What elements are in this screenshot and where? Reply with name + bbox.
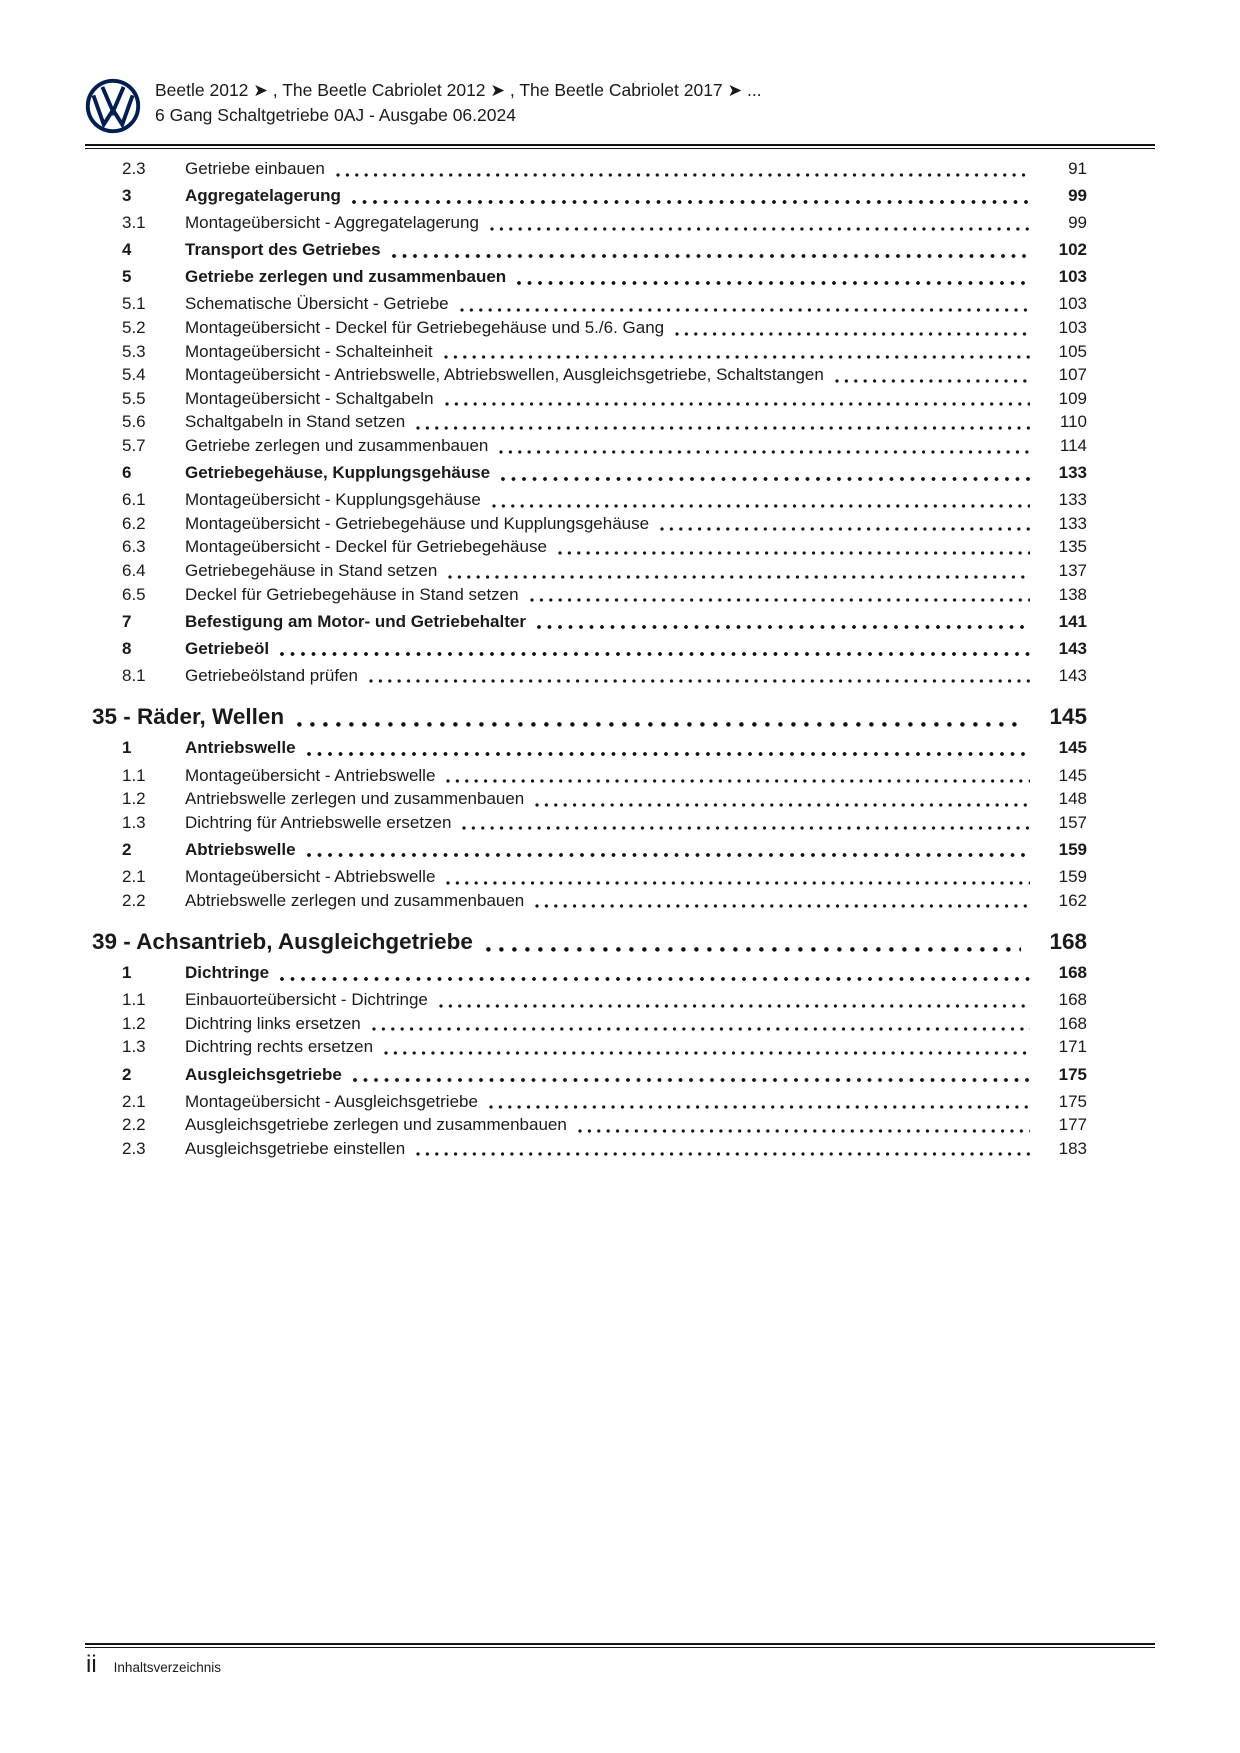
header-title-line2: 6 Gang Schaltgetriebe 0AJ - Ausgabe 06.2024 [155, 105, 516, 125]
dot-leader [280, 652, 1030, 656]
toc-entry-title: Montageübersicht - Kupplungsgehäuse [185, 490, 481, 510]
page-footer [86, 1650, 221, 1680]
header-text [155, 76, 762, 128]
dot-leader [835, 379, 1030, 383]
dot-leader [535, 803, 1030, 807]
toc-entry-title: Montageübersicht - Schalteinheit [185, 341, 433, 361]
toc-entry-title: Montageübersicht - Ausgleichsgetriebe [185, 1091, 478, 1111]
toc-entry[interactable] [85, 363, 1155, 387]
toc-entry[interactable] [85, 265, 1155, 289]
toc-entry-number: 5 [122, 267, 132, 287]
toc-entry-number: 8.1 [122, 665, 146, 685]
toc-entry-number: 3 [122, 186, 132, 206]
toc-entry-number: 8 [122, 638, 132, 658]
dot-leader [499, 450, 1030, 454]
toc-entry-number: 5.2 [122, 318, 146, 338]
dot-leader [439, 1004, 1030, 1008]
dot-leader [384, 1051, 1030, 1055]
toc-entry-number: 5.7 [122, 436, 146, 456]
toc-entry-page: 133 [1058, 463, 1087, 483]
toc-entry-title: Getriebegehäuse in Stand setzen [185, 561, 438, 580]
toc-entry-page: 103 [1058, 294, 1087, 314]
toc-entry-title: Getriebe zerlegen und zusammenbauen [185, 436, 489, 456]
toc-entry-title: Dichtringe [185, 963, 270, 983]
toc-entry-page: 102 [1058, 240, 1087, 260]
toc-entry[interactable] [85, 387, 1155, 411]
toc-entry-page: 159 [1058, 866, 1087, 886]
toc-entry-title: Getriebeöl [185, 638, 270, 658]
toc-entry-number: 2.3 [122, 1138, 146, 1158]
toc-entry-title: Getriebe einbauen [185, 159, 325, 178]
toc-entry-title: Schaltgabeln in Stand setzen [185, 412, 406, 432]
toc-entry-title: Antriebswelle zerlegen und zusammenbauen [185, 789, 525, 809]
dot-leader [372, 1027, 1030, 1031]
dot-leader [445, 402, 1030, 406]
toc-entry-title: Dichtring rechts ersetzen [185, 1037, 374, 1057]
toc-entry-number: 2.1 [122, 1091, 146, 1111]
toc-entry-title: Getriebeölstand prüfen [185, 665, 358, 685]
toc-entry-title: Antriebswelle [185, 738, 296, 758]
toc [85, 157, 1155, 1160]
toc-entry[interactable] [85, 1012, 1155, 1036]
toc-entry[interactable] [85, 1113, 1155, 1137]
toc-entry[interactable] [85, 211, 1155, 235]
footer-page-number: ii [86, 1651, 97, 1678]
toc-entry[interactable] [85, 637, 1155, 661]
toc-entry-page: 135 [1058, 537, 1087, 557]
toc-entry[interactable] [85, 238, 1155, 262]
toc-entry-number: 5.5 [122, 388, 146, 408]
toc-entry[interactable] [85, 1035, 1155, 1059]
toc-entry-title: Einbauorteübersicht - Dichtringe [185, 990, 428, 1010]
dot-leader [446, 779, 1030, 783]
dot-leader [578, 1129, 1030, 1133]
dot-leader [446, 881, 1030, 885]
dot-leader [448, 575, 1030, 579]
toc-entry[interactable] [85, 340, 1155, 364]
toc-entry[interactable] [85, 764, 1155, 788]
toc-entry-page: 183 [1058, 1138, 1087, 1158]
toc-entry-page: 133 [1058, 513, 1087, 533]
toc-entry[interactable] [85, 512, 1155, 536]
dot-leader [486, 947, 1021, 952]
toc-entry-page: 99 [1068, 213, 1087, 233]
toc-entry-page: 145 [1058, 765, 1087, 785]
dot-leader [675, 332, 1030, 336]
toc-entry-number: 1.1 [122, 765, 146, 785]
toc-chapter-label: 39 - Achsantrieb, Ausgleichgetriebe [92, 929, 473, 955]
toc-entry-page: 143 [1058, 665, 1087, 685]
toc-entry-number: 2.3 [122, 159, 146, 178]
toc-entry-title: Ausgleichsgetriebe einstellen [185, 1138, 406, 1158]
toc-entry-title: Befestigung am Motor- und Getriebehalter [185, 611, 526, 631]
dot-leader [490, 227, 1030, 231]
toc-entry-page: 168 [1058, 1013, 1087, 1033]
toc-entry-number: 6.2 [122, 513, 146, 533]
toc-chapter[interactable] [85, 927, 1155, 957]
dot-leader [537, 625, 1030, 629]
dot-leader [392, 254, 1030, 258]
dot-leader [501, 477, 1030, 481]
toc-entry-number: 2 [122, 839, 132, 859]
toc-entry-number: 6.1 [122, 490, 146, 510]
toc-entry-number: 6.5 [122, 584, 146, 604]
toc-entry-number: 3.1 [122, 213, 146, 233]
toc-entry[interactable] [85, 1090, 1155, 1114]
dot-leader [307, 752, 1030, 756]
toc-entry-title: Montageübersicht - Antriebswelle [185, 765, 436, 785]
dot-leader [416, 1152, 1030, 1156]
toc-entry[interactable] [85, 1063, 1155, 1087]
toc-entry[interactable] [85, 988, 1155, 1012]
toc-entry-page: 133 [1058, 490, 1087, 510]
toc-entry-page: 114 [1059, 436, 1087, 456]
toc-chapter-page: 145 [1049, 704, 1087, 730]
toc-entry-page: 159 [1058, 839, 1087, 859]
toc-entry-page: 177 [1058, 1115, 1087, 1135]
header-title-line1: Beetle 2012 ➤ , The Beetle Cabriolet 2012 ➤ , The Beetle Cabriolet 2017 ➤ ... [155, 80, 762, 100]
toc-entry[interactable] [85, 488, 1155, 512]
dot-leader [460, 308, 1030, 312]
toc-entry-number: 6 [122, 463, 132, 483]
header-divider [85, 144, 1155, 149]
toc-entry-page: 168 [1058, 963, 1087, 983]
toc-entry-number: 1.2 [122, 789, 146, 809]
toc-entry-page: 171 [1058, 1037, 1087, 1057]
toc-entry-title: Getriebe zerlegen und zusammenbauen [185, 267, 507, 287]
toc-entry[interactable] [85, 811, 1155, 835]
toc-chapter-label: 35 - Räder, Wellen [92, 704, 285, 730]
toc-entry-page: 110 [1059, 412, 1087, 432]
toc-entry[interactable] [85, 865, 1155, 889]
toc-entry-page: 148 [1058, 789, 1087, 809]
page-header [85, 76, 1155, 134]
toc-entry-title: Montageübersicht - Schaltgabeln [185, 388, 434, 408]
toc-entry-page: 109 [1058, 388, 1087, 408]
dot-leader [489, 1105, 1030, 1109]
toc-entry-page: 145 [1058, 738, 1087, 758]
toc-entry-page: 107 [1058, 365, 1087, 385]
toc-entry-title: Transport des Getriebes [185, 240, 381, 260]
toc-entry-number: 1.3 [122, 812, 146, 832]
toc-entry-title: Ausgleichsgetriebe [185, 1064, 342, 1084]
toc-entry-page: 175 [1058, 1064, 1087, 1084]
toc-entry[interactable] [85, 787, 1155, 811]
dot-leader [444, 355, 1030, 359]
toc-entry-page: 168 [1058, 990, 1087, 1010]
toc-entry-title: Dichtring links ersetzen [185, 1013, 361, 1033]
toc-entry-title: Aggregatelagerung [185, 186, 341, 206]
toc-entry-page: 103 [1058, 318, 1087, 338]
toc-entry-page: 105 [1058, 341, 1087, 361]
toc-entry-title: Ausgleichsgetriebe zerlegen und zusammenbauen [185, 1115, 567, 1135]
toc-entry-number: 2.1 [122, 866, 146, 886]
dot-leader [336, 173, 1030, 177]
dot-leader [352, 200, 1030, 204]
toc-entry[interactable] [85, 583, 1155, 607]
toc-entry-number: 1.1 [122, 990, 146, 1010]
toc-entry-number: 5.6 [122, 412, 146, 432]
dot-leader [462, 826, 1030, 830]
toc-entry-number: 4 [122, 240, 132, 260]
toc-entry-number: 2.2 [122, 890, 146, 910]
toc-entry[interactable] [85, 736, 1155, 760]
toc-entry-number: 6.4 [122, 561, 146, 580]
dot-leader [660, 527, 1030, 531]
toc-entry-number: 1 [122, 738, 132, 758]
toc-entry[interactable] [85, 292, 1155, 316]
toc-entry-title: Getriebegehäuse, Kupplungsgehäuse [185, 463, 491, 483]
dot-leader [353, 1078, 1030, 1082]
footer-divider [85, 1643, 1155, 1648]
toc-entry-page: 157 [1058, 812, 1087, 832]
dot-leader [492, 504, 1030, 508]
toc-entry[interactable] [85, 889, 1155, 913]
toc-entry[interactable] [85, 838, 1155, 862]
dot-leader [530, 598, 1030, 602]
toc-entry[interactable] [85, 157, 1155, 181]
footer-section-label: Inhaltsverzeichnis [113, 1660, 221, 1675]
toc-entry-title: Deckel für Getriebegehäuse in Stand setzen [185, 584, 519, 604]
toc-entry[interactable] [85, 664, 1155, 688]
toc-entry-number: 1.3 [122, 1037, 146, 1057]
toc-entry-number: 7 [122, 611, 132, 631]
toc-entry-title: Abtriebswelle [185, 839, 296, 859]
toc-entry-number: 5.4 [122, 365, 146, 385]
dot-leader [535, 904, 1030, 908]
vw-logo-icon [85, 78, 141, 134]
toc-entry[interactable] [85, 461, 1155, 485]
toc-entry-page: 162 [1058, 890, 1087, 910]
toc-entry-number: 1 [122, 963, 132, 983]
toc-entry-page: 138 [1058, 584, 1087, 604]
dot-leader [416, 426, 1030, 430]
toc-entry-page: 91 [1068, 159, 1087, 178]
dot-leader [369, 679, 1030, 683]
toc-entry[interactable] [85, 184, 1155, 208]
dot-leader [297, 722, 1021, 727]
toc-entry-title: Montageübersicht - Getriebegehäuse und Kupplungsgehäuse [185, 513, 650, 533]
toc-entry-page: 143 [1058, 638, 1087, 658]
toc-entry[interactable] [85, 961, 1155, 985]
toc-entry[interactable] [85, 535, 1155, 559]
toc-entry[interactable] [85, 610, 1155, 634]
toc-entry[interactable] [85, 1137, 1155, 1161]
dot-leader [307, 853, 1030, 857]
toc-entry-title: Montageübersicht - Aggregatelagerung [185, 213, 479, 233]
toc-chapter-page: 168 [1049, 929, 1087, 955]
dot-leader [517, 281, 1030, 285]
toc-entry[interactable] [85, 410, 1155, 434]
toc-entry-number: 6.3 [122, 537, 146, 557]
toc-entry[interactable] [85, 434, 1155, 458]
toc-entry-number: 2 [122, 1064, 132, 1084]
toc-entry-page: 175 [1058, 1091, 1087, 1111]
toc-entry-title: Schematische Übersicht - Getriebe [185, 294, 449, 314]
toc-entry-page: 141 [1058, 611, 1087, 631]
dot-leader [280, 977, 1030, 981]
toc-entry-number: 2.2 [122, 1115, 146, 1135]
toc-entry-title: Abtriebswelle zerlegen und zusammenbauen [185, 890, 525, 910]
toc-entry-title: Dichtring für Antriebswelle ersetzen [185, 812, 452, 832]
dot-leader [558, 551, 1030, 555]
toc-entry-title: Montageübersicht - Deckel für Getriebegehäuse und 5./6. Gang [185, 318, 665, 338]
toc-entry-number: 1.2 [122, 1013, 146, 1033]
toc-entry-title: Montageübersicht - Antriebswelle, Abtriebswellen, Ausgleichsgetriebe, Schaltstangen [185, 365, 824, 385]
toc-entry[interactable] [85, 316, 1155, 340]
toc-entry-page: 137 [1058, 561, 1087, 580]
toc-entry-page: 99 [1068, 186, 1087, 206]
toc-chapter[interactable] [85, 702, 1155, 732]
toc-entry-number: 5.1 [122, 294, 146, 314]
toc-entry[interactable] [85, 559, 1155, 583]
toc-entry-number: 5.3 [122, 341, 146, 361]
toc-entry-page: 103 [1058, 267, 1087, 287]
toc-entry-title: Montageübersicht - Deckel für Getriebegehäuse [185, 537, 547, 557]
toc-entry-title: Montageübersicht - Abtriebswelle [185, 866, 436, 886]
